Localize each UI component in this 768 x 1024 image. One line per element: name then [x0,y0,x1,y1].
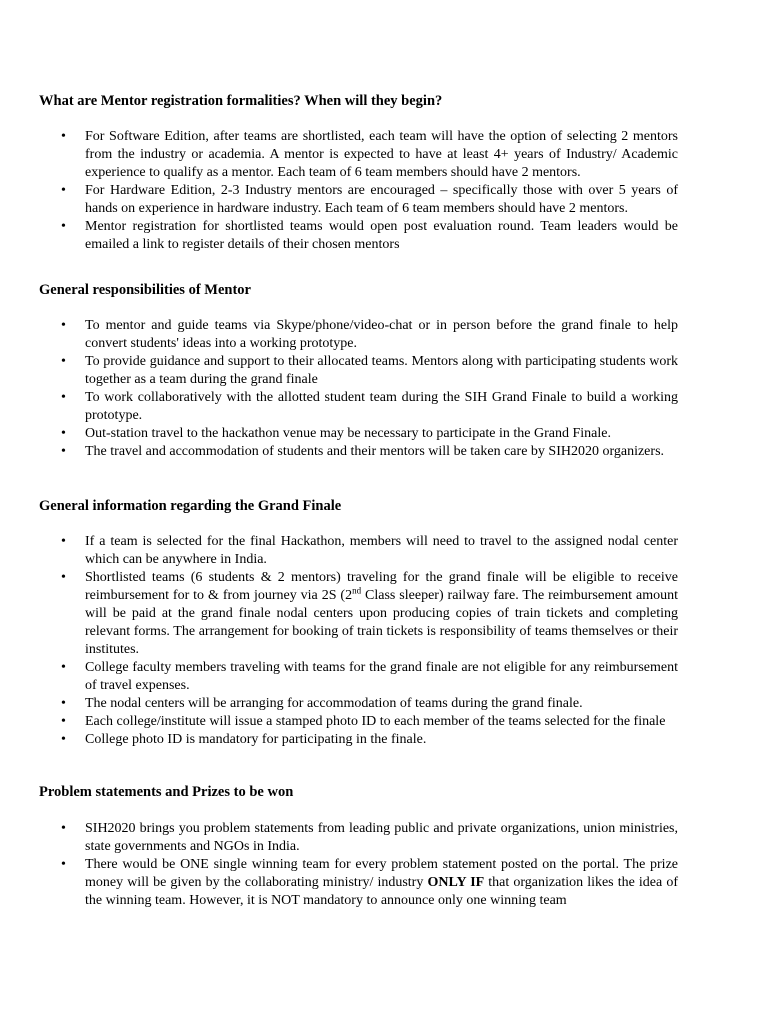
list-item-text: that organization likes the idea of the winning team. However, it is NOT mandatory to announce only one winning team [85,875,678,908]
list-item: • For Hardware Edition, 2-3 Industry mentors are encouraged – specifically those with over 5 years of hands on experience in hardware industry. Each team of 6 team members should have 2 mentors. [0,182,678,218]
superscript-ordinal: nd [352,585,362,596]
list-item [0,569,678,659]
list-item: • The nodal centers will be arranging for accommodation of teams during the grand finale. [0,695,678,713]
list-item-text: There would be ONE single winning team for every problem statement posted on the portal. The prize money will be given by the collaborating ministry/ industry [85,857,678,890]
emphasis-text: ONLY IF [427,875,485,890]
bullet-list-grand-finale [0,533,678,749]
list-item: • For Software Edition, after teams are shortlisted, each team will have the option of selecting 2 mentors from the industry or academia. A mentor is expected to have at least 4+ years of Industry/ Academic experience to qualify as a mentor. Each team of 6 team members should have 2 mentors. [0,128,678,182]
list-item-text: Shortlisted teams (6 students & 2 mentors) traveling for the grand finale will be eligible to receive reimbursement for to & from journey via 2S (2 [85,570,678,603]
list-item: • To provide guidance and support to their allocated teams. Mentors along with participating students work together as a team during the grand finale [0,353,678,389]
list-item: • The travel and accommodation of students and their mentors will be taken care by SIH2020 organizers. [0,443,678,461]
list-item: • If a team is selected for the final Hackathon, members will need to travel to the assigned nodal center which can be anywhere in India. [0,533,678,569]
list-item: • Each college/institute will issue a stamped photo ID to each member of the teams selected for the finale [0,713,678,731]
bullet-list-problem-statements [0,820,678,910]
list-item: • To work collaboratively with the allotted student team during the SIH Grand Finale to build a working prototype. [0,389,678,425]
list-item [0,856,678,910]
list-item: • SIH2020 brings you problem statements from leading public and private organizations, union ministries, state governments and NGOs in India. [0,820,678,856]
list-item: • College photo ID is mandatory for participating in the finale. [0,731,678,749]
list-item: • Out-station travel to the hackathon venue may be necessary to participate in the Grand Finale. [0,425,678,443]
section-heading-grand-finale: General information regarding the Grand Finale [39,498,342,514]
list-item: • College faculty members traveling with teams for the grand finale are not eligible for any reimbursement of travel expenses. [0,659,678,695]
list-item: • To mentor and guide teams via Skype/phone/video-chat or in person before the grand finale to help convert students' ideas into a working prototype. [0,317,678,353]
list-item-text: Class sleeper) railway fare. The reimbursement amount will be paid at the grand finale nodal centers upon producing copies of train tickets and completing relevant forms. The arrangement for booking of train tickets is responsibility of teams themselves or their institutes. [85,588,678,657]
section-heading-problem-statements: Problem statements and Prizes to be won [39,784,294,800]
section-heading-mentor-registration: What are Mentor registration formalities? When will they begin? [39,93,443,109]
section-heading-mentor-responsibilities: General responsibilities of Mentor [39,282,251,298]
bullet-list-mentor-registration [0,128,678,254]
bullet-list-mentor-responsibilities [0,317,678,461]
list-item: • Mentor registration for shortlisted teams would open post evaluation round. Team leaders would be emailed a link to register details of their chosen mentors [0,218,678,254]
